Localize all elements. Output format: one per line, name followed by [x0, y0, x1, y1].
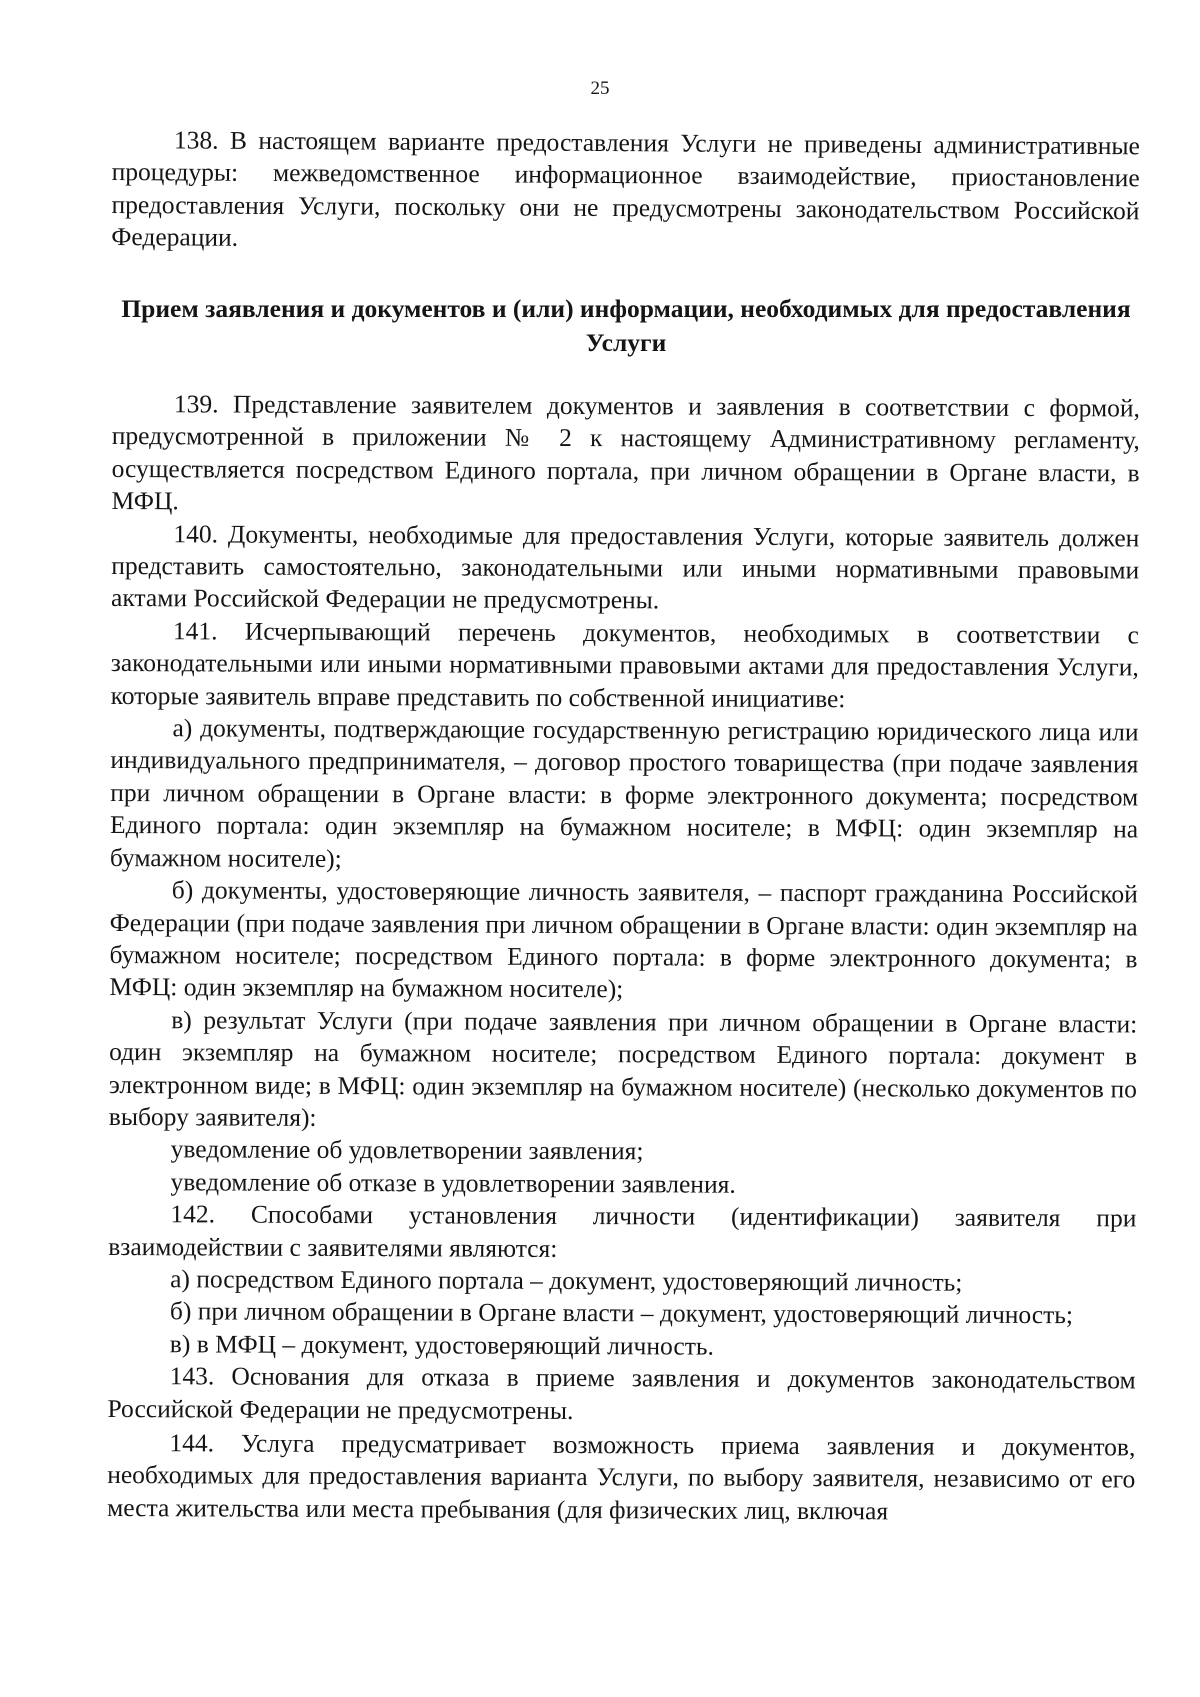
paragraph-140: 140. Документы, необходимые для предоставления Услуги, которые заявитель должен представить самостоятельно, законодательными или иными нормативными правовыми актами Российской Федерации не предусмотрены. [111, 518, 1140, 615]
paragraph-141-a: а) документы, подтверждающие государственную регистрацию юридического лица или индивидуального предпринимателя, – договор простого товарищества (при подаче заявления при личном обращении в Органе власти: в форме электронного документа; посредством Единого портала: один экземпляр на бумажном носителе; в МФЦ: один экземпляр на бумажном носителе); [109, 713, 1139, 873]
paragraph-142: 142. Способами установления личности (идентификации) заявителя при взаимодействии с заявителями являются: [108, 1199, 1137, 1263]
paragraph-139: 139. Представление заявителем документов и заявления в соответствии с формой, предусмотренной в приложении № 2 к настоящему Административному регламенту, осуществляется посредством Единого портала, при личном обращении в Органе власти, в МФЦ. [111, 389, 1140, 516]
intro-section [111, 124, 1140, 260]
paragraph-144: 144. Услуга предусматривает возможность приема заявления и документов, необходимых для предоставления варианта Услуги, по выбору заявителя, независимо от его места жительства или места пребывания (для физических лиц, включая [107, 1428, 1136, 1526]
main-section [107, 388, 1140, 1529]
paragraph-142-b: б) при личном обращении в Органе власти – документ, удостоверяющий личность; [169, 1296, 1074, 1330]
paragraph-141-b: б) документы, удостоверяющие личность заявителя, – паспорт гражданина Российской Федерации (при подаче заявления при личном обращении в Органе власти: один экземпляр на бумажном носителе; посредством Единого портала: в форме электронного документа; в МФЦ: один экземпляр на бумажном носителе); [109, 875, 1138, 1004]
paragraph-141-c: в) результат Услуги (при подаче заявления при личном обращении в Органе власти: один экземпляр на бумажном носителе; посредством Единого портала: документ в электронном виде; в МФЦ: один экземпляр на бумажном носителе) (несколько документов по выбору заявителя): [108, 1004, 1138, 1132]
paragraph-138: 138. В настоящем варианте предоставления Услуги не приведены административные процедуры: межведомственное информационное взаимодействие, приостановление предоставления Услуги, поскольку они не предусмотрены законодательством Российской Федерации. [111, 125, 1140, 252]
paragraph-141-c-item-1: уведомление об удовлетворении заявления; [170, 1134, 644, 1166]
paragraph-142-c: в) в МФЦ – документ, удостоверяющий личность. [169, 1329, 714, 1361]
paragraph-141-c-item-2: уведомление об отказе в удовлетворении заявления. [170, 1167, 736, 1199]
paragraph-143: 143. Основания для отказа в приеме заявления и документов законодательством Российской Федерации не предусмотрены. [107, 1361, 1136, 1425]
section-heading: Прием заявления и документов и (или) информации, необходимых для предоставления Услуги [121, 294, 1131, 357]
paragraph-142-a: а) посредством Единого портала – документ, удостоверяющий личность; [170, 1264, 963, 1297]
page-number: 25 [590, 78, 610, 99]
paragraph-141: 141. Исчерпывающий перечень документов, необходимых в соответствии с законодательными или иными нормативными правовыми актами для предоставления Услуги, которые заявитель вправе представить по собственной инициативе: [110, 616, 1139, 713]
